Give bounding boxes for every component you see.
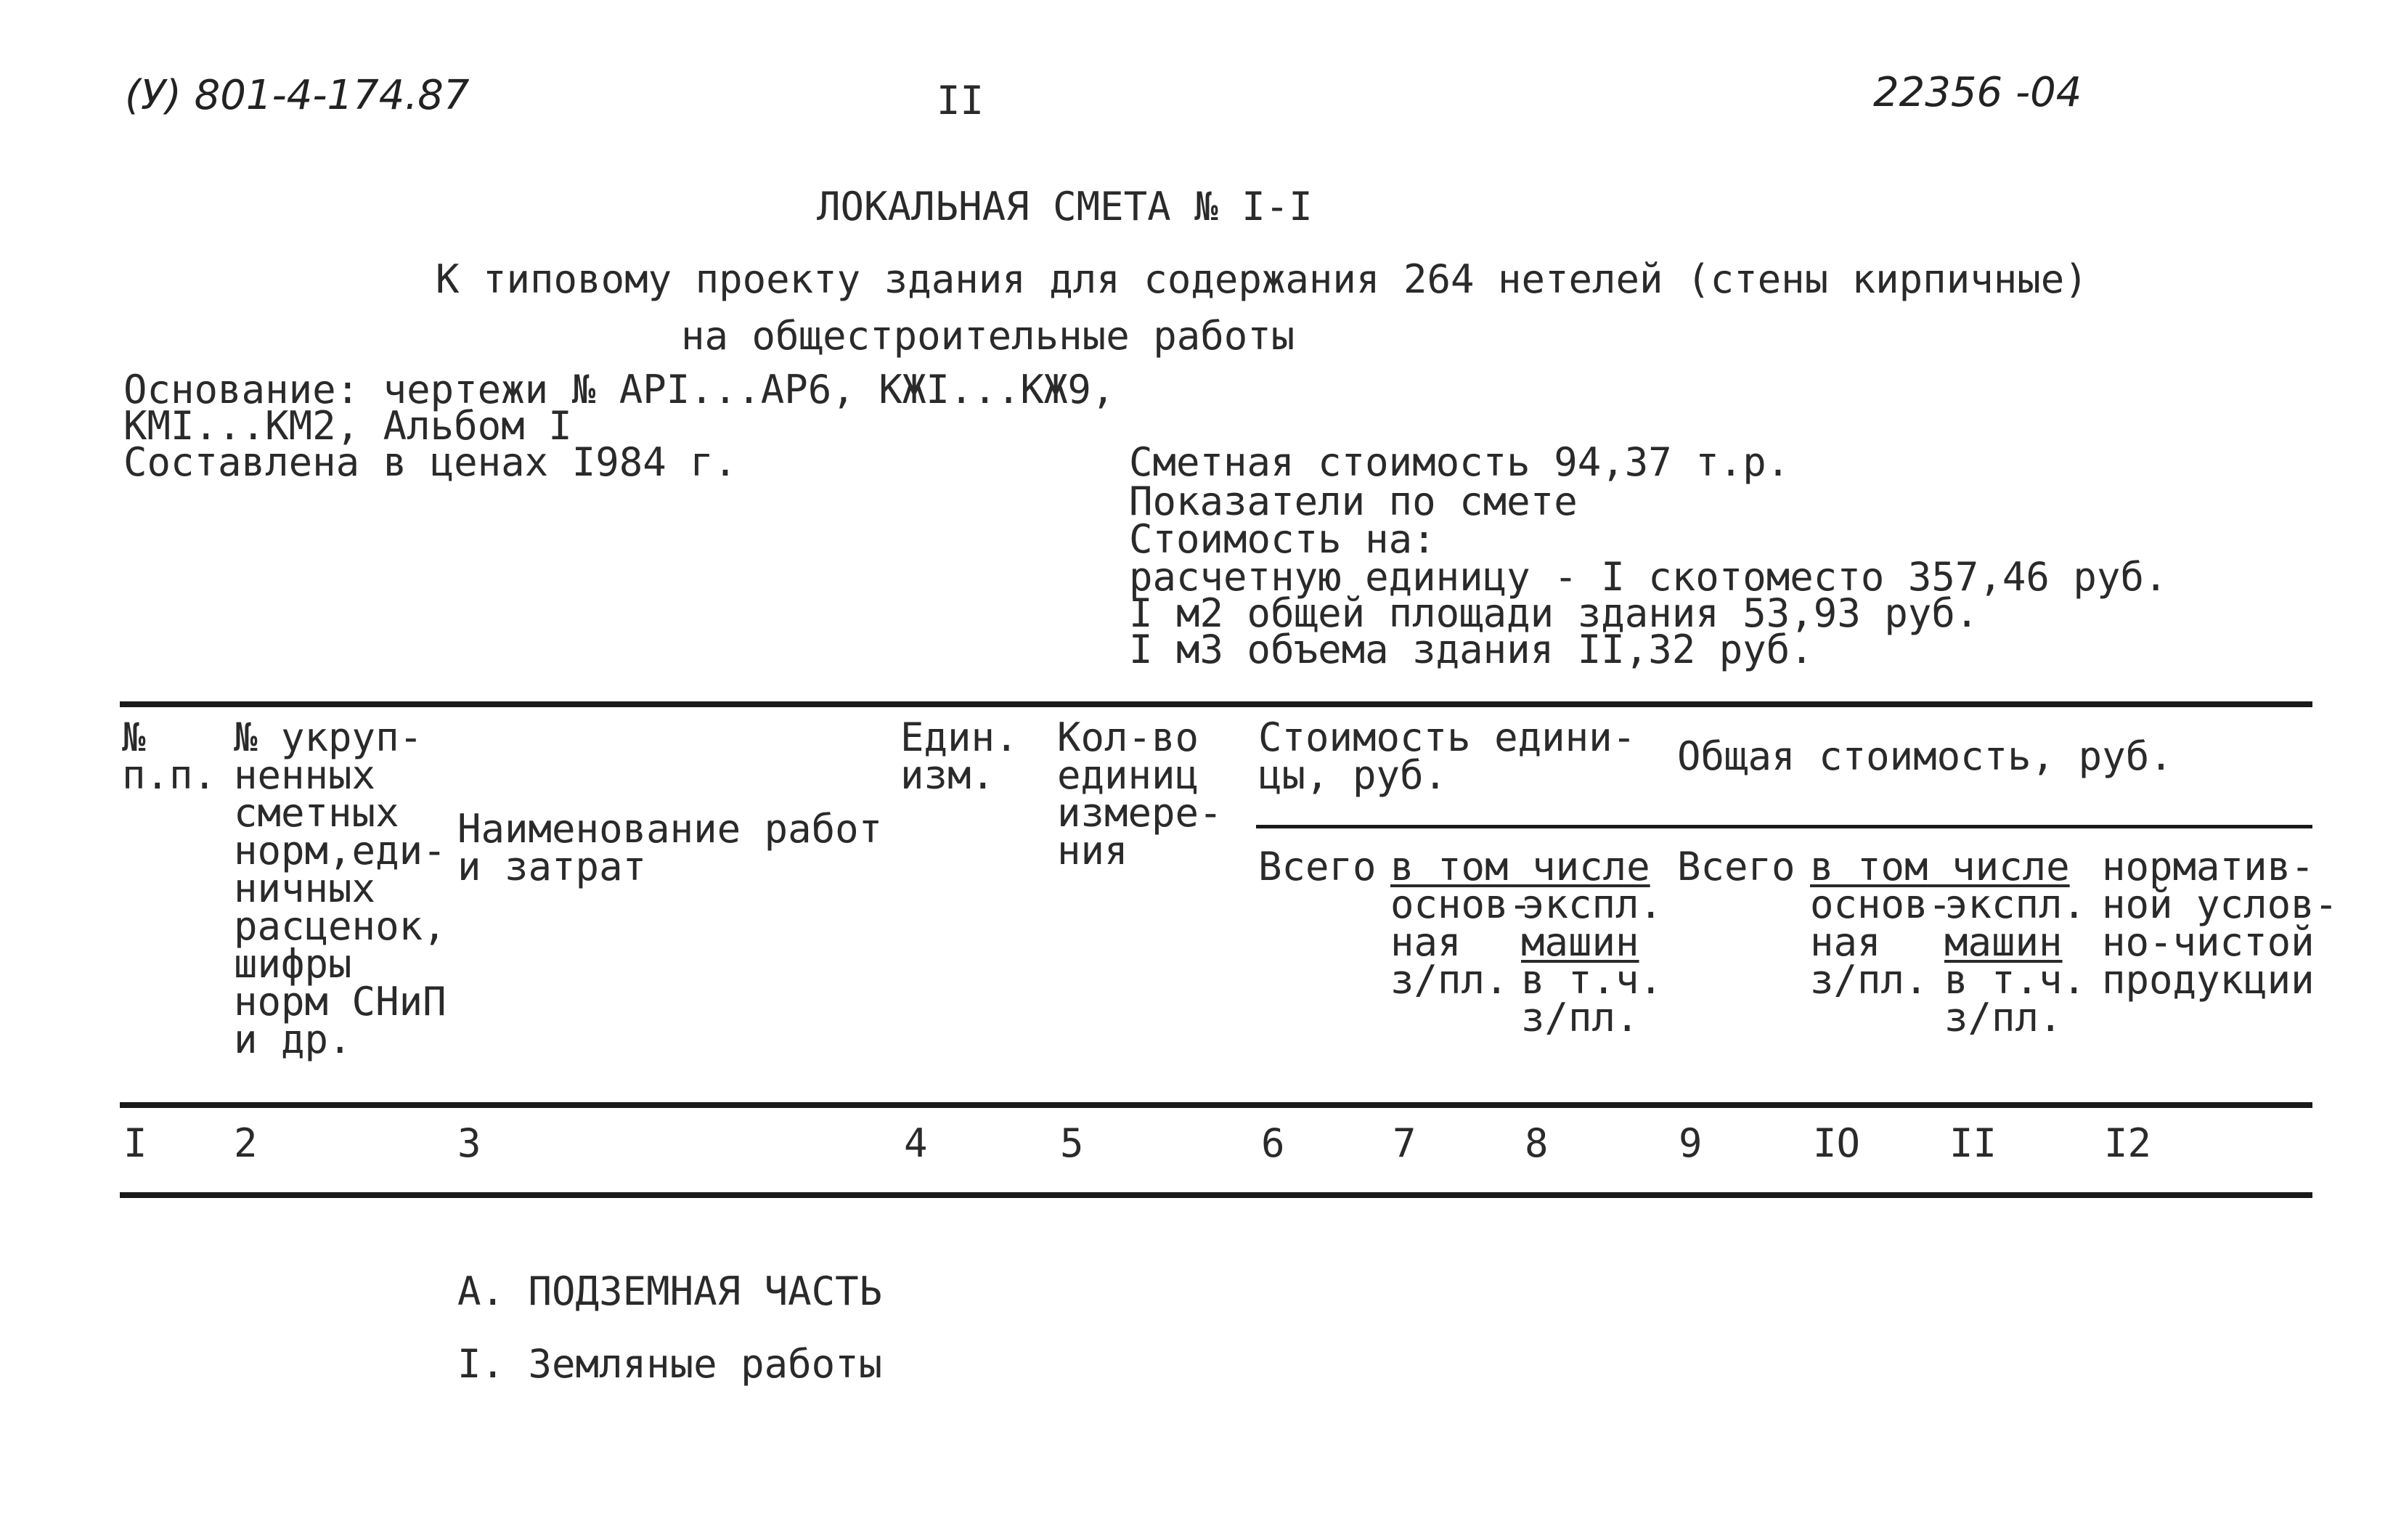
header-unit-machines-word: машин <box>1521 919 1639 965</box>
basis-line-1: Основание: чертежи № АРI...АР6, КЖI...КЖ9, <box>123 367 1115 412</box>
column-number-3: 3 <box>457 1120 481 1166</box>
header-unit-including: в том числе <box>1390 844 1650 889</box>
cost-per-unit: расчетную единицу - I скотоместо 357,46 руб. <box>1129 554 2168 600</box>
estimate-title: ЛОКАЛЬНАЯ СМЕТА № I-I <box>817 184 1313 229</box>
header-quantity: Кол-во единиц измере- ния <box>1057 714 1223 873</box>
prices-year: Составлена в ценах I984 г. <box>123 439 738 485</box>
page-number: II <box>937 78 985 123</box>
header-unit-total: Всего <box>1258 844 1377 889</box>
header-total-machines-wage: в т.ч. з/пл. <box>1944 957 2087 1040</box>
estimated-cost: Сметная стоимость 94,37 т.р. <box>1129 439 1790 485</box>
basis-line-2: КМI...КМ2, Альбом I <box>123 403 572 449</box>
header-total-cost-group: Общая стоимость, руб. <box>1677 733 2173 779</box>
cost-for-label: Стоимость на: <box>1129 516 1436 562</box>
estimate-subtitle-2: на общестроительные работы <box>681 313 1295 359</box>
table-top-rule <box>120 701 2312 707</box>
column-number-1: I <box>123 1120 147 1166</box>
column-number-12: I2 <box>2104 1120 2152 1166</box>
header-row-number: № п.п. <box>122 714 217 798</box>
header-unit-machines-wage: в т.ч. з/пл. <box>1521 957 1663 1040</box>
cost-per-m2: I м2 общей площади здания 53,93 руб. <box>1129 590 1979 636</box>
header-unit: Един. изм. <box>900 714 1019 798</box>
header-total-including: в том числе <box>1810 844 2070 889</box>
column-number-8: 8 <box>1525 1120 1549 1166</box>
document-code: (У) 801-4-174.87 <box>125 72 470 119</box>
column-number-7: 7 <box>1393 1120 1416 1166</box>
column-numbers-rule <box>120 1192 2312 1198</box>
header-work-name: Наименование работ и затрат <box>457 806 883 889</box>
subsection-heading: I. Земляные работы <box>457 1341 883 1387</box>
header-normative-product: норматив- ной услов- но-чистой продукции <box>2102 844 2339 1003</box>
column-number-2: 2 <box>234 1120 258 1166</box>
cost-per-m3: I м3 объема здания II,32 руб. <box>1129 627 1814 672</box>
header-unit-base-wage: основ- ная з/пл. <box>1390 881 1533 1003</box>
column-number-9: 9 <box>1679 1120 1703 1166</box>
column-number-10: IO <box>1813 1120 1861 1166</box>
header-bottom-rule <box>120 1102 2312 1108</box>
cost-subheader-rule <box>1256 825 2312 828</box>
section-heading: А. ПОДЗЕМНАЯ ЧАСТЬ <box>457 1268 883 1314</box>
header-norm-codes: № укруп- ненных сметных норм,еди- ничных расценок, шифры норм СНиП и др. <box>234 714 447 1062</box>
archive-number: 22356 -04 <box>1873 69 2082 116</box>
header-total-base-wage: основ- ная з/пл. <box>1810 881 1952 1003</box>
header-unit-machines: экспл. <box>1521 881 1663 927</box>
column-number-6: 6 <box>1261 1120 1285 1166</box>
header-unit-cost-group: Стоимость едини- цы, руб. <box>1258 714 1636 798</box>
indicators-label: Показатели по смете <box>1129 478 1578 524</box>
header-total-machines-word: машин <box>1944 919 2063 965</box>
column-number-11: II <box>1949 1120 1997 1166</box>
column-number-4: 4 <box>904 1120 928 1166</box>
header-total-machines: экспл. <box>1944 881 2087 927</box>
header-total-total: Всего <box>1677 844 1795 889</box>
column-number-5: 5 <box>1060 1120 1084 1166</box>
estimate-subtitle-1: К типовому проекту здания для содержания 264 нетелей (стены кирпичные) <box>436 256 2088 302</box>
